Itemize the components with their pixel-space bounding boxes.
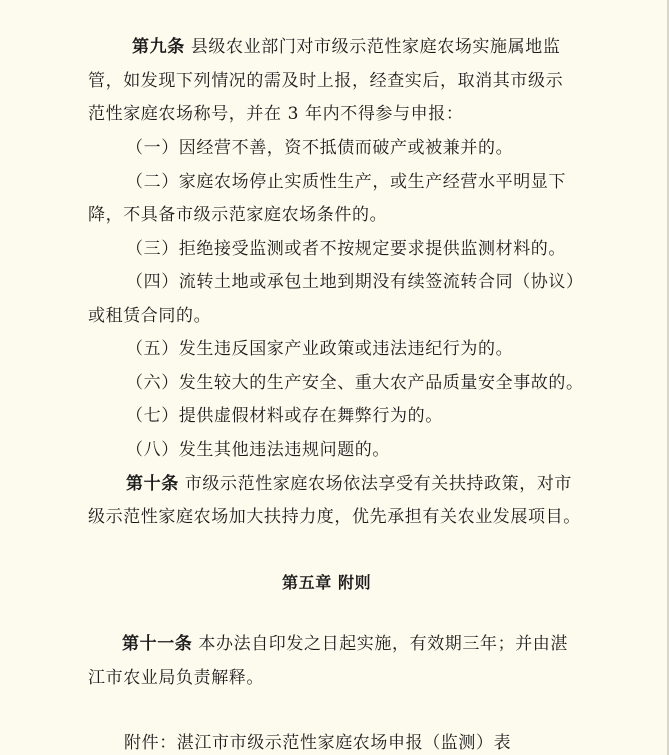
article9-line1 bbox=[132, 36, 560, 58]
article11-line2: 江市农业局负责解释。 bbox=[88, 668, 264, 688]
item-2-line1: （二）家庭农场停止实质性生产，或生产经营水平明显下 bbox=[126, 172, 566, 192]
item-1: （一）因经营不善，资不抵债而破产或被兼并的。 bbox=[126, 138, 514, 158]
item-6: （六）发生较大的生产安全、重大农产品质量安全事故的。 bbox=[126, 373, 584, 393]
chapter-title: 第五章 附则 bbox=[282, 573, 372, 592]
article10-text: 市级示范性家庭农场依法享受有关扶持政策，对市 bbox=[178, 474, 573, 494]
item-7: （七）提供虚假材料或存在舞弊行为的。 bbox=[126, 406, 443, 426]
article9-label: 第九条 bbox=[132, 37, 185, 57]
item-4-line1: （四）流转土地或承包土地到期没有续签流转合同（协议） bbox=[126, 272, 584, 292]
item-3: （三）拒绝接受监测或者不按规定要求提供监测材料的。 bbox=[126, 239, 566, 259]
item-8: （八）发生其他违法违规问题的。 bbox=[126, 440, 390, 460]
article10-line2: 级示范性家庭农场加大扶持力度，优先承担有关农业发展项目。 bbox=[88, 507, 581, 527]
article9-text: 县级农业部门对市级示范性家庭农场实施属地监 bbox=[184, 37, 561, 57]
item-2-line2: 降，不具备市级示范家庭农场条件的。 bbox=[88, 205, 388, 225]
article10-line1 bbox=[126, 473, 572, 495]
article11-text: 本办法自印发之日起实施，有效期三年；并由湛 bbox=[192, 634, 569, 654]
item-4-line2: 或租赁合同的。 bbox=[88, 306, 212, 326]
article10-label: 第十条 bbox=[126, 474, 179, 494]
article11-line1 bbox=[122, 633, 568, 655]
article9-line2: 管，如发现下列情况的需及时上报，经查实后，取消其市级示 bbox=[88, 71, 564, 91]
attachment-line: 附件：湛江市市级示范性家庭农场申报（监测）表 bbox=[124, 733, 512, 753]
article9-line3: 范性家庭农场称号，并在 3 年内不得参与申报： bbox=[88, 104, 464, 124]
item-5: （五）发生违反国家产业政策或违法违纪行为的。 bbox=[126, 339, 514, 359]
article11-label: 第十一条 bbox=[122, 634, 193, 654]
